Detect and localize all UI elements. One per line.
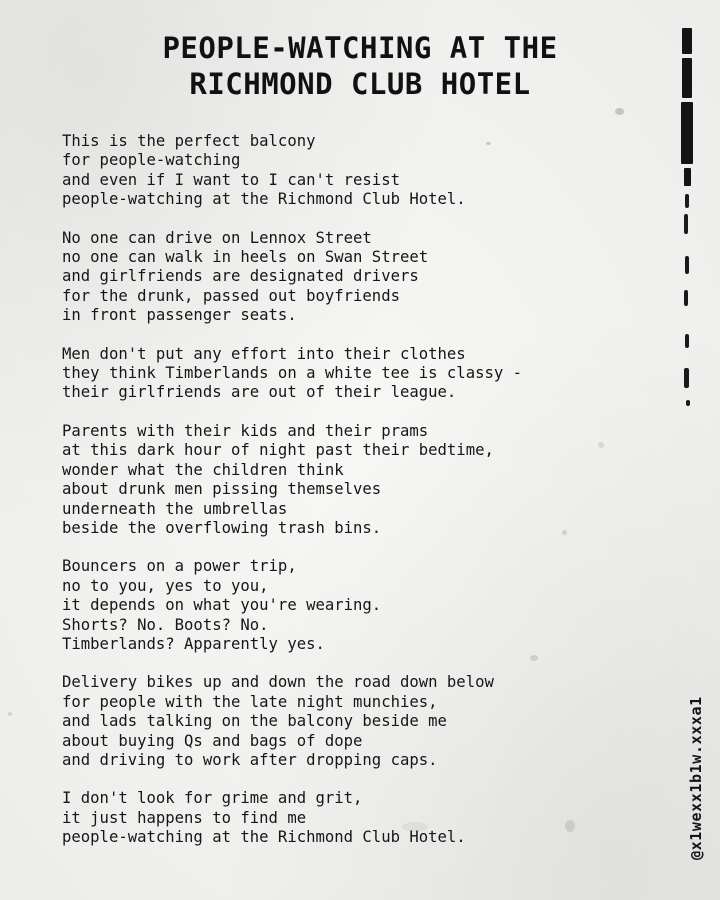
poem-line: Shorts? No. Boots? No.: [62, 615, 269, 634]
paper-speck: [598, 442, 604, 448]
poem-line: underneath the umbrellas: [62, 499, 288, 518]
poem-line: it just happens to find me: [62, 808, 307, 827]
ink-mark: [684, 290, 688, 306]
poem-title-line-1: PEOPLE-WATCHING AT THE: [162, 31, 558, 65]
poem-line: Bouncers on a power trip,: [62, 557, 297, 576]
poem-line: beside the overflowing trash bins.: [62, 518, 382, 537]
poem-line: No one can drive on Lennox Street: [62, 228, 372, 247]
poem-line: about buying Qs and bags of dope: [62, 731, 363, 750]
poem-line: Men don't put any effort into their clothes: [62, 344, 466, 363]
ink-mark: [684, 368, 689, 388]
ink-mark: [684, 214, 688, 234]
poem-line: and girlfriends are designated drivers: [62, 267, 419, 286]
stanza-3: [62, 345, 662, 403]
poem-line: about drunk men pissing themselves: [62, 480, 382, 499]
stanza-5: [62, 557, 662, 654]
poem-line: it depends on what you're wearing.: [62, 596, 382, 615]
poem-line: at this dark hour of night past their bedtime,: [62, 441, 494, 460]
poem-line: in front passenger seats.: [62, 306, 297, 325]
ink-mark: [681, 102, 693, 164]
typewriter-ink-marks: [678, 22, 698, 412]
poem-line: and even if I want to I can't resist: [62, 170, 400, 189]
poem-line: I don't look for grime and grit,: [62, 789, 363, 808]
ink-mark: [682, 28, 692, 54]
poem-line: This is the perfect balcony: [62, 132, 316, 150]
poem-line: people-watching at the Richmond Club Hotel.: [62, 828, 466, 847]
poem-line: people-watching at the Richmond Club Hotel.: [62, 190, 466, 209]
stanza-2: [62, 229, 662, 326]
ink-mark: [684, 168, 691, 186]
ink-mark: [682, 58, 692, 98]
poem-line: for people-watching: [62, 151, 241, 170]
poem-line: Delivery bikes up and down the road down below: [62, 673, 494, 692]
poem-line: their girlfriends are out of their league.: [62, 383, 457, 402]
ink-mark: [685, 194, 689, 208]
poem-line: and driving to work after dropping caps.: [62, 750, 438, 769]
stanza-1: [62, 132, 662, 210]
stanza-6: [62, 673, 662, 770]
poem-line: for the drunk, passed out boyfriends: [62, 286, 400, 305]
paper-speck: [530, 655, 538, 661]
poem-body: [62, 132, 662, 867]
poem-line: wonder what the children think: [62, 460, 344, 479]
poem-line: they think Timberlands on a white tee is classy -: [62, 364, 523, 383]
paper-speck: [562, 530, 567, 535]
poem-line: for people with the late night munchies,: [62, 692, 438, 711]
paper-speck: [402, 822, 428, 832]
stanza-4: [62, 422, 662, 538]
poem-line: and lads talking on the balcony beside me: [62, 712, 447, 731]
side-caption: @x1wexx1b1w.xxxa1: [687, 696, 705, 860]
poem-line: no one can walk in heels on Swan Street: [62, 248, 429, 267]
paper-speck: [486, 142, 491, 145]
poem-title-line-2: RICHMOND CLUB HOTEL: [189, 67, 531, 101]
paper-speck: [8, 712, 12, 716]
ink-mark: [686, 400, 690, 406]
ink-mark: [685, 334, 689, 348]
stanza-7: [62, 789, 662, 847]
poem-line: Timberlands? Apparently yes.: [62, 634, 325, 653]
poem-line: Parents with their kids and their prams: [62, 421, 429, 440]
poem-title: [0, 30, 720, 102]
ink-mark: [685, 256, 689, 274]
poem-line: no to you, yes to you,: [62, 576, 269, 595]
paper-speck: [615, 108, 624, 115]
paper-speck: [565, 820, 575, 832]
